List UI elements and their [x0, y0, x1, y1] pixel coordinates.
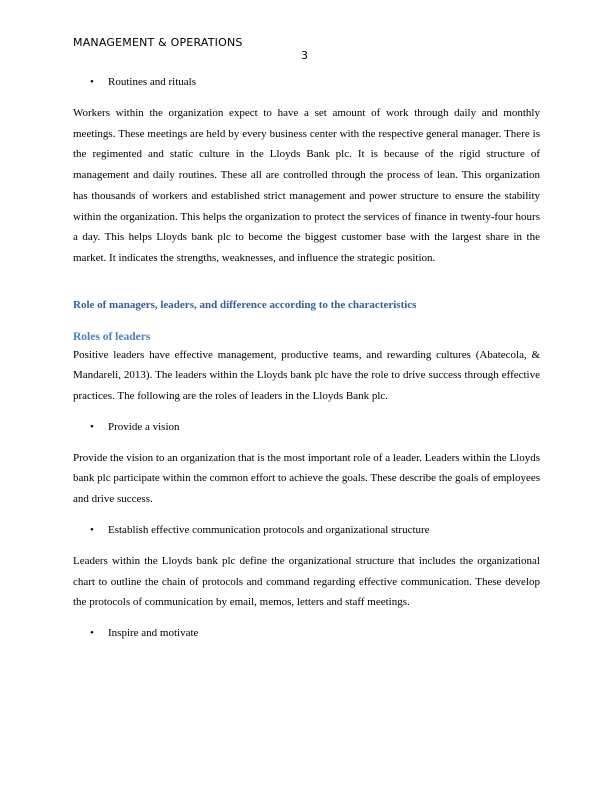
paragraph-roles-intro: Positive leaders have effective management, productive teams, and rewarding cultures (Abatecola, & Mandareli, 2013). The leaders within the Lloyds bank plc have the role to drive success through effective practices. The following are the roles of leaders in the Lloyds Bank plc. — [73, 348, 540, 403]
bullet-dot-icon: • — [90, 420, 94, 433]
bullet-dot-icon: • — [90, 76, 94, 88]
paragraph-routines: Workers within the organization expect to have a set amount of work through daily and monthly meetings. These meetings are held by every business center with the respective general manager. There is the regimented and static culture in the Lloyds Bank plc. It is because of the rigid structure of management and daily routines. These all are controlled through the process of lean. This organization has thousands of workers and established strict management and power structure to ensure the stability within the organization. This helps the organization to protect the services of finance in twenty-four hours a day. This helps Lloyds bank plc to become the biggest customer base with the largest share in the market. It indicates the strengths, weaknesses, and influence the strategic position. — [73, 107, 540, 264]
bullet-text: Provide a vision — [108, 420, 180, 433]
page-number: 3 — [301, 49, 308, 62]
bullet-provide-vision — [73, 419, 540, 435]
bullet-text: Establish effective communication protocols and organizational structure — [108, 523, 430, 536]
subheading-roles-of-leaders: Roles of leaders — [73, 330, 151, 343]
page-content — [73, 72, 540, 641]
bullet-dot-icon: • — [90, 523, 94, 536]
bullet-routines — [73, 74, 540, 90]
bullet-text: Routines and rituals — [108, 76, 196, 88]
bullet-communication — [73, 522, 540, 538]
section-heading: Role of managers, leaders, and difference according to the characteristics — [73, 298, 417, 311]
paragraph-communication: Leaders within the Lloyds bank plc define the organizational structure that includes the organizational chart to outline the chain of protocols and command regarding effective communication. These develop the protocols of communication by email, memos, letters and staff meetings. — [73, 554, 540, 609]
running-header: MANAGEMENT & OPERATIONS — [73, 36, 243, 49]
bullet-dot-icon: • — [90, 626, 94, 639]
bullet-inspire — [73, 625, 540, 641]
paragraph-vision: Provide the vision to an organization that is the most important role of a leader. Leaders within the Lloyds bank plc participate within the common effort to achieve the goals. These describe the goals of employees and drive success. — [73, 451, 540, 506]
bullet-text: Inspire and motivate — [108, 626, 199, 639]
